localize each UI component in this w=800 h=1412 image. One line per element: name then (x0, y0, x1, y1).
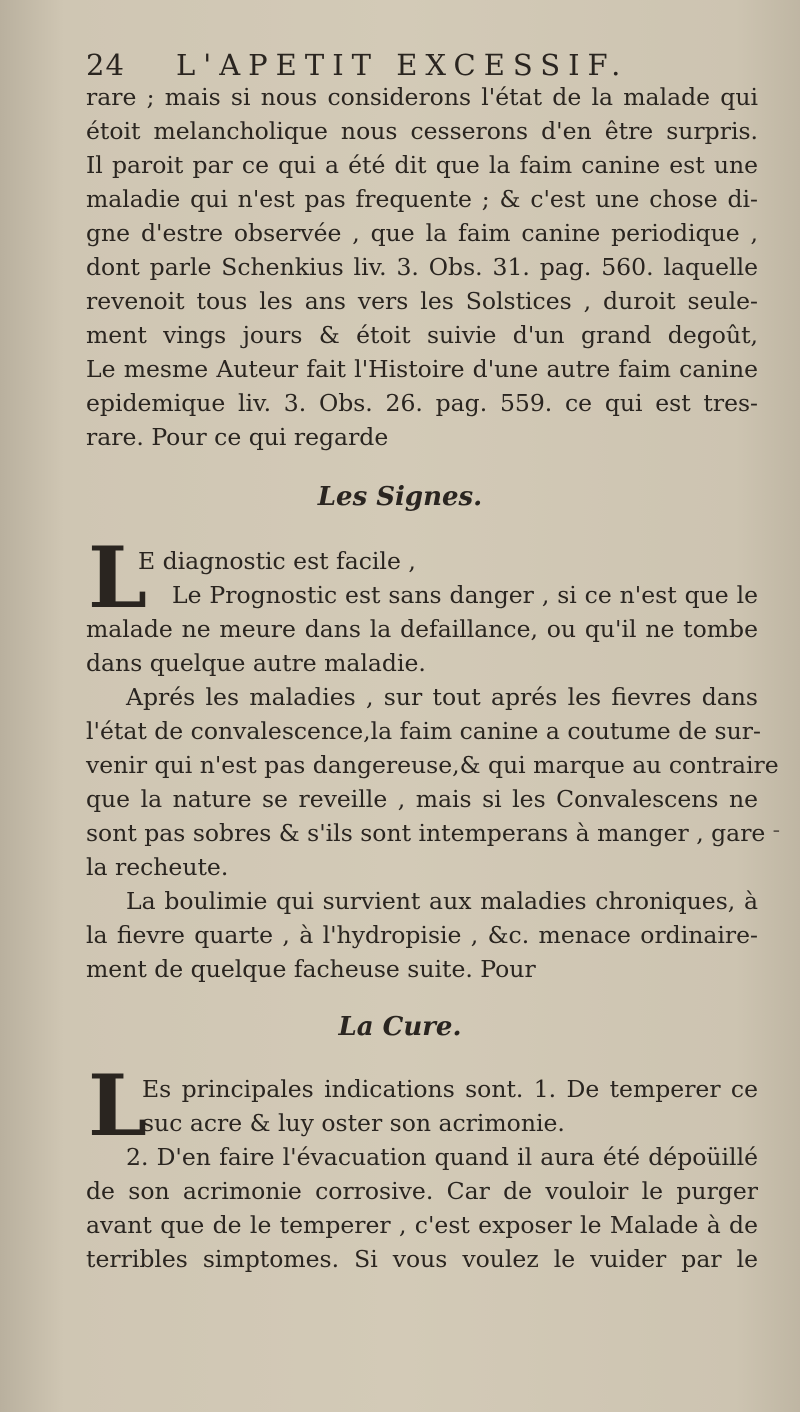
text-line: gne d'estre observée , que la faim canine periodique , (86, 219, 758, 247)
text-line: revenoit tous les ans vers les Solstices , duroit seule- (86, 287, 758, 315)
section-heading-cure: La Cure. (338, 1012, 462, 1042)
page-number: 24 (86, 48, 125, 82)
text-line: terribles simptomes. Si vous voulez le vuider par le (86, 1245, 758, 1273)
text-line: ment vings jours & étoit suivie d'un grand degoût, (86, 321, 758, 349)
text-line: Le Prognostic est sans danger , si ce n'est que le (172, 581, 758, 609)
text-line: la fievre quarte , à l'hydropisie , &c. menace ordinaire- (86, 921, 758, 949)
text-line: la recheute. (86, 853, 229, 881)
drop-cap: L (88, 1056, 148, 1155)
section-heading-signes: Les Signes. (317, 482, 483, 512)
text-line: Aprés les maladies , sur tout aprés les fievres dans (126, 683, 758, 711)
paragraph-cure-indications (86, 1072, 758, 1140)
text-line: dans quelque autre maladie. (86, 649, 426, 677)
text-line: 2. D'en faire l'évacuation quand il aura été dépoüillé (126, 1143, 758, 1171)
text-line: rare. Pour ce qui regarde (86, 423, 389, 451)
text-line: Le mesme Auteur fait l'Histoire d'une autre faim canine (86, 355, 758, 383)
text-line: étoit melancholique nous cesserons d'en être surpris. (86, 117, 758, 145)
paragraph-boulimie (86, 884, 758, 986)
drop-cap: L (88, 528, 148, 627)
text-line: Es principales indications sont. 1. De temperer ce (142, 1075, 758, 1103)
text-line: sont pas sobres & s'ils sont intemperans à manger , gare (86, 819, 766, 847)
text-line: venir qui n'est pas dangereuse,& qui marque au contraire (86, 751, 779, 779)
text-line: rare ; mais si nous considerons l'état de la malade qui (86, 83, 758, 111)
text-line: Il paroit par ce qui a été dit que la faim canine est une (86, 151, 758, 179)
text-line: ment de quelque facheuse suite. Pour (86, 955, 536, 983)
text-line: malade ne meure dans la defaillance, ou qu'il ne tombe (86, 615, 758, 643)
text-line: dont parle Schenkius liv. 3. Obs. 31. pag. 560. laquelle (86, 253, 758, 281)
text-line: maladie qui n'est pas frequente ; & c'est une chose di- (86, 185, 758, 213)
text-line: avant que de le temperer , c'est exposer le Malade à de (86, 1211, 758, 1239)
paragraph-convalescence (86, 680, 779, 884)
paragraph-signes (86, 544, 758, 680)
text-line: La boulimie qui survient aux maladies chroniques, à (126, 887, 758, 915)
text-line: que la nature se reveille , mais si les Convalescens ne (86, 785, 758, 813)
text-line: l'état de convalescence,la faim canine a coutume de sur- (86, 717, 761, 745)
text-line: epidemique liv. 3. Obs. 26. pag. 559. ce qui est tres- (86, 389, 758, 417)
paragraph-cure-evacuation (86, 1140, 758, 1276)
paragraph-intro (86, 80, 758, 454)
running-title: L'APETIT EXCESSIF. (176, 48, 629, 82)
margin-mark: - (772, 818, 780, 843)
text-line: E diagnostic est facile , (138, 547, 416, 575)
text-line: de son acrimonie corrosive. Car de vouloir le purger (86, 1177, 758, 1205)
text-line: suc acre & luy oster son acrimonie. (142, 1109, 565, 1137)
